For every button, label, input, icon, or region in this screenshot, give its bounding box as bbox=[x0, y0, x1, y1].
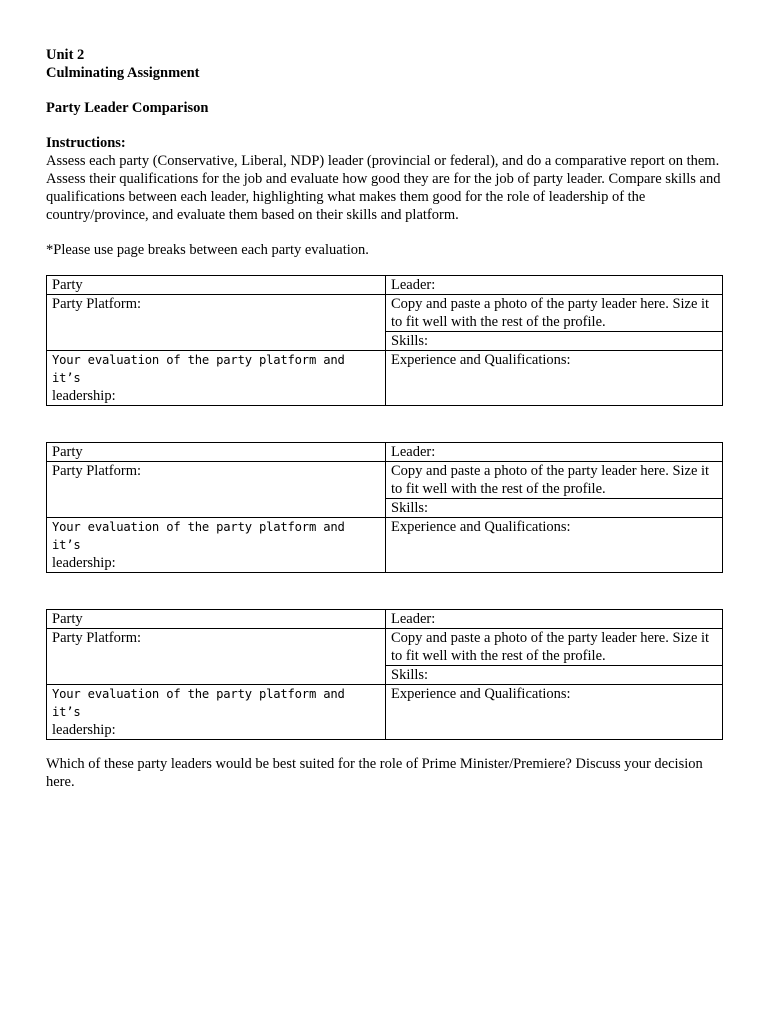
leader-cell[interactable]: Leader: bbox=[386, 610, 723, 629]
skills-cell[interactable]: Skills: bbox=[386, 332, 723, 351]
leader-cell[interactable]: Leader: bbox=[386, 443, 723, 462]
instructions-body: Assess each party (Conservative, Liberal, NDP) leader (provincial or federal), and do a comparative report on them. Assess their qualifications for the job and evaluate how good they are for the job of party leader. Compare skills and qualifications between each leader, highlighting what makes them good for the role of leadership of the country/province, and evaluate them based on their skills and platform. bbox=[46, 153, 721, 223]
party-platform-cell[interactable]: Party Platform: bbox=[47, 462, 386, 518]
experience-cell[interactable]: Experience and Qualifications: bbox=[386, 518, 723, 573]
page-break-note: *Please use page breaks between each party evaluation. bbox=[46, 242, 369, 258]
party-platform-cell[interactable]: Party Platform: bbox=[47, 295, 386, 351]
evaluation-label: Your evaluation of the party platform and it’s bbox=[52, 687, 345, 719]
party-cell[interactable]: Party bbox=[47, 443, 386, 462]
party-evaluation-table-2 bbox=[46, 442, 723, 573]
leader-cell[interactable]: Leader: bbox=[386, 276, 723, 295]
skills-cell[interactable]: Skills: bbox=[386, 499, 723, 518]
evaluation-cell[interactable] bbox=[47, 518, 386, 573]
evaluation-cell[interactable] bbox=[47, 351, 386, 406]
document-body bbox=[46, 46, 722, 791]
experience-cell[interactable]: Experience and Qualifications: bbox=[386, 685, 723, 740]
leader-photo-cell[interactable]: Copy and paste a photo of the party leader here. Size it to fit well with the rest of the profile. bbox=[386, 295, 723, 332]
leader-photo-cell[interactable]: Copy and paste a photo of the party leader here. Size it to fit well with the rest of the profile. bbox=[386, 462, 723, 499]
closing-question: Which of these party leaders would be best suited for the role of Prime Minister/Premiere? Discuss your decision here. bbox=[46, 756, 703, 790]
instructions-heading: Instructions: bbox=[46, 135, 126, 151]
evaluation-label: Your evaluation of the party platform and it’s bbox=[52, 353, 345, 385]
evaluation-label-cont: leadership: bbox=[52, 555, 116, 571]
evaluation-label-cont: leadership: bbox=[52, 722, 116, 738]
party-platform-cell[interactable]: Party Platform: bbox=[47, 629, 386, 685]
evaluation-label: Your evaluation of the party platform and it’s bbox=[52, 520, 345, 552]
leader-photo-cell[interactable]: Copy and paste a photo of the party leader here. Size it to fit well with the rest of the profile. bbox=[386, 629, 723, 666]
unit-label: Unit 2 bbox=[46, 47, 85, 63]
party-evaluation-table-1 bbox=[46, 275, 723, 406]
evaluation-cell[interactable] bbox=[47, 685, 386, 740]
party-cell[interactable]: Party bbox=[47, 276, 386, 295]
page-title: Party Leader Comparison bbox=[46, 100, 209, 116]
skills-cell[interactable]: Skills: bbox=[386, 666, 723, 685]
assignment-subtitle: Culminating Assignment bbox=[46, 65, 200, 81]
evaluation-label-cont: leadership: bbox=[52, 388, 116, 404]
experience-cell[interactable]: Experience and Qualifications: bbox=[386, 351, 723, 406]
party-evaluation-table-3 bbox=[46, 609, 723, 740]
party-cell[interactable]: Party bbox=[47, 610, 386, 629]
